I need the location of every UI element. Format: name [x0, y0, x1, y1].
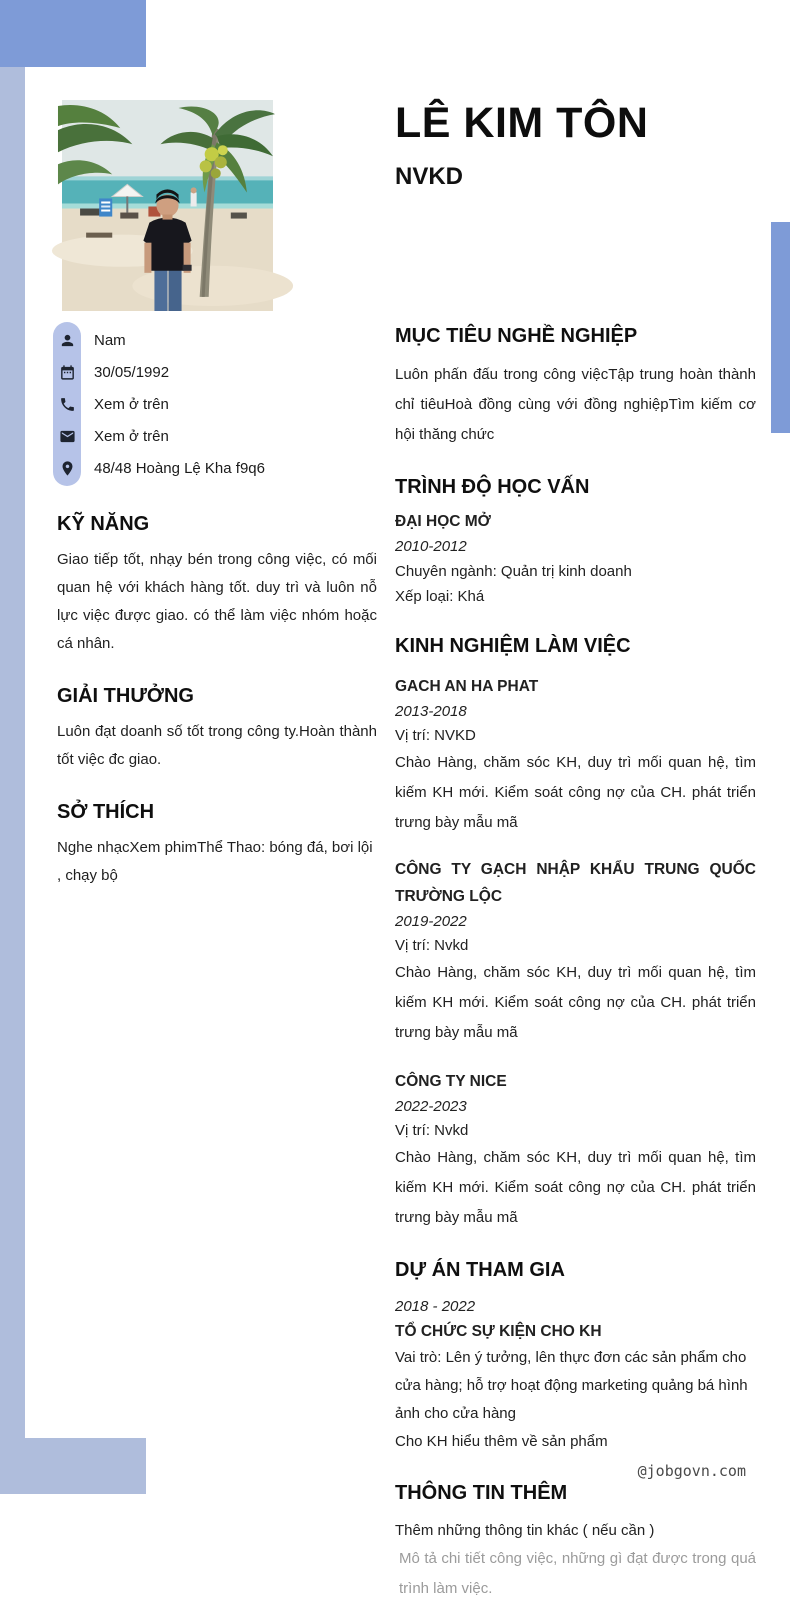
job-years: 2022-2023 — [395, 1098, 467, 1115]
person-icon — [53, 332, 81, 349]
info-label: Nam — [94, 331, 126, 349]
section-heading-experience: KINH NGHIỆM LÀM VIỆC — [395, 635, 631, 657]
job-position: Vị trí: Nvkd — [395, 937, 469, 954]
info-label: Xem ở trên — [94, 427, 169, 445]
section-heading-skills: KỸ NĂNG — [57, 513, 150, 535]
experience-entry — [395, 673, 756, 838]
section-heading-additional: THÔNG TIN THÊM — [395, 1482, 568, 1504]
section-heading-objective: MỤC TIÊU NGHỀ NGHIỆP — [395, 325, 638, 347]
info-row-phone — [57, 388, 377, 420]
left-column — [57, 322, 377, 890]
job-years: 2019-2022 — [395, 913, 467, 930]
skills-text: Giao tiếp tốt, nhạy bén trong công việc, có mối quan hệ với khách hàng tốt. duy trì và luôn nỗ lực việc được giao. có thể làm việc nhóm hoặc cá nhân. — [57, 551, 377, 652]
education-grade: Xếp loại: Khá — [395, 588, 485, 605]
calendar-icon — [53, 364, 81, 381]
job-years: 2013-2018 — [395, 703, 467, 720]
job-company: CÔNG TY NICE — [395, 1073, 507, 1090]
additional-placeholder-text: Mô tả chi tiết công việc, những gì đạt được trong quá trình làm việc. — [399, 1550, 756, 1597]
objective-text: Luôn phấn đấu trong công việcTập trung hoàn thành chỉ tiêuHoà đồng cùng với đồng nghiệpTìm kiếm cơ hội thăng chức — [395, 366, 756, 443]
job-description: Chào Hàng, chăm sóc KH, duy trì mối quan hệ, tìm kiếm KH mới. Kiểm soát công nợ của CH. phát triển trưng bày mẫu mã — [395, 1149, 756, 1226]
decor-top-square — [0, 0, 146, 67]
additional-text: Thêm những thông tin khác ( nếu cần ) — [395, 1522, 655, 1539]
decor-right-bar — [771, 222, 790, 433]
location-icon — [53, 460, 81, 477]
project-role: Vai trò: Lên ý tưởng, lên thực đơn các sản phẩm cho cửa hàng; hỗ trợ hoạt động marketing quảng bá hình ảnh cho cửa hàng — [395, 1349, 748, 1422]
job-description: Chào Hàng, chăm sóc KH, duy trì mối quan hệ, tìm kiếm KH mới. Kiểm soát công nợ của CH. phát triển trưng bày mẫu mã — [395, 754, 756, 831]
job-position: Vị trí: NVKD — [395, 727, 476, 744]
info-row-address — [57, 452, 377, 484]
beach-photo-illustration — [62, 100, 273, 311]
info-row-gender — [57, 324, 377, 356]
section-heading-projects: DỰ ÁN THAM GIA — [395, 1259, 565, 1281]
info-label: Xem ở trên — [94, 395, 169, 413]
job-position: Vị trí: Nvkd — [395, 1122, 469, 1139]
phone-icon — [53, 396, 81, 413]
job-title: NVKD — [395, 163, 464, 190]
section-heading-education: TRÌNH ĐỘ HỌC VẤN — [395, 476, 590, 498]
page-title: LÊ KIM TÔN — [395, 99, 649, 147]
decor-left-strip — [0, 0, 25, 1438]
right-column — [395, 323, 756, 1604]
profile-photo — [62, 100, 273, 311]
job-company: CÔNG TY GẠCH NHẬP KHẨU TRUNG QUỐC TRƯỜNG LỘC — [395, 861, 756, 905]
hobbies-text: Nghe nhạcXem phimThể Thao: bóng đá, bơi lội , chạy bộ — [57, 839, 373, 884]
education-school: ĐẠI HỌC MỞ — [395, 513, 491, 530]
project-years: 2018 - 2022 — [395, 1298, 476, 1315]
info-row-birthdate — [57, 356, 377, 388]
education-years: 2010-2012 — [395, 538, 467, 555]
email-icon — [53, 428, 81, 445]
section-heading-awards: GIẢI THƯỞNG — [57, 685, 194, 707]
watermark: @jobgovn.com — [637, 1462, 746, 1480]
section-heading-hobbies: SỞ THÍCH — [57, 801, 155, 823]
awards-text: Luôn đạt doanh số tốt trong công ty.Hoàn thành tốt việc đc giao. — [57, 723, 377, 768]
job-description: Chào Hàng, chăm sóc KH, duy trì mối quan hệ, tìm kiếm KH mới. Kiểm soát công nợ của CH. phát triển trưng bày mẫu mã — [395, 964, 756, 1041]
experience-entry — [395, 1068, 756, 1233]
job-company: GACH AN HA PHAT — [395, 678, 539, 695]
project-extra: Cho KH hiểu thêm về sản phẩm — [395, 1433, 608, 1450]
decor-bottom-rect — [0, 1438, 146, 1494]
education-major: Chuyên ngành: Quản trị kinh doanh — [395, 563, 632, 580]
info-row-email — [57, 420, 377, 452]
project-name: TỔ CHỨC SỰ KIỆN CHO KH — [395, 1323, 602, 1340]
experience-entry — [395, 856, 756, 1048]
personal-info-list — [57, 322, 377, 486]
info-label: 48/48 Hoàng Lệ Kha f9q6 — [94, 459, 265, 477]
header — [395, 98, 765, 191]
info-label: 30/05/1992 — [94, 363, 170, 381]
